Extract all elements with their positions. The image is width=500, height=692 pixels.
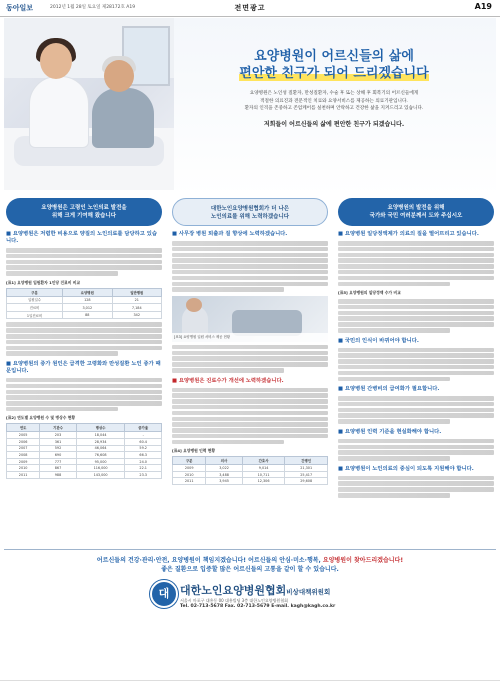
table-cell: 2008 [7, 452, 40, 459]
table-cell: 21 [112, 296, 161, 304]
hero-headline-line1: 요양병원이 어르신들의 삶에 [254, 49, 414, 64]
nurse-patient-photo [4, 18, 174, 190]
table-cell: 128 [63, 296, 112, 304]
body-text [338, 299, 494, 332]
table-cell: 21,301 [285, 465, 328, 472]
body-text [6, 322, 162, 355]
table-cell: 203 [40, 432, 77, 439]
table-cell: 28,934 [76, 439, 125, 446]
section-title: ■ 요양병원은 진료수가 개선에 노력하겠습니다. [172, 378, 328, 385]
table-cell: 690 [40, 452, 77, 459]
hero-text [174, 48, 494, 128]
organization-name-sub: 비상대책위원회 [286, 588, 331, 596]
table-cell: 22.1 [125, 465, 162, 472]
table-cell: 1일진료비 [7, 311, 63, 319]
table-header: 일반병원 [112, 288, 161, 296]
table-cell: 24.0 [125, 458, 162, 465]
hero-headline-highlight: 편안한 친구가 되어 드리겠습니다 [239, 66, 429, 81]
table-header: 간병인 [285, 457, 328, 465]
body-text [338, 476, 494, 498]
table-caption: [표2] 연도별 요양병원 수 및 병상수 현황 [6, 415, 76, 421]
column-header-line: 대한노인요양병원협회가 더 나은 [210, 206, 290, 212]
body-text [338, 396, 494, 424]
column-header [338, 198, 494, 226]
table-row [7, 452, 162, 459]
footer-message-part: 어르신들의 건강·관리·안전, 요양병원이 책임지겠습니다! 어르신들의 안심·미소·행복, [96, 557, 321, 564]
table-cell: 3,012 [63, 304, 112, 312]
table-cell: 59.2 [125, 445, 162, 452]
column-1 [6, 198, 162, 548]
section-title: ■ 요양병원 인력 기준을 현실화해야 합니다. [338, 429, 494, 436]
table-cell: 3,488 [206, 471, 242, 478]
column-header-line: 노인의료를 위해 노력하겠습니다 [210, 214, 290, 220]
table-row [7, 445, 162, 452]
table-cell: 66.3 [125, 452, 162, 459]
table-cell: 7,184 [112, 304, 161, 312]
table-cell: 2006 [7, 439, 40, 446]
article-section [6, 361, 162, 479]
hero-headline-line2 [174, 65, 494, 82]
table-cell: 9,014 [242, 465, 285, 472]
table-header: 요양병원 [63, 288, 112, 296]
staff-table [172, 456, 328, 485]
article-section [172, 378, 328, 485]
table-caption: [표1] 요양병원 입원환자 1인당 진료비 비교 [6, 279, 81, 285]
article-section [338, 338, 494, 381]
table-cell: 342 [112, 311, 161, 319]
page-number: A19 [474, 2, 492, 11]
table-cell: 2009 [7, 458, 40, 465]
section-title: ■ 국민의 인식이 바뀌어야 합니다. [338, 338, 494, 345]
table-cell: 3,022 [206, 465, 242, 472]
page-bottom-margin [0, 680, 500, 692]
column-header-line: 국가와 국민 여러분께서 도와 주십시오 [369, 213, 463, 219]
table-row [7, 458, 162, 465]
table-cell: 입원일수 [7, 296, 63, 304]
column-3 [338, 198, 494, 548]
chart-photo [172, 296, 328, 342]
table-cell: 25,417 [285, 471, 328, 478]
table-cell: 76,608 [76, 452, 125, 459]
table-caption: [표5] 요양병원의 일당정액 수가 비교 [338, 290, 401, 296]
table-cell: 23.3 [125, 472, 162, 479]
column-header-line: 요양병원의 발전을 위해 [387, 205, 445, 211]
article-section [172, 231, 328, 373]
table-row [7, 432, 162, 439]
table-row [173, 465, 328, 472]
article-section [338, 429, 494, 461]
table-header: 의사 [206, 457, 242, 465]
table-cell: 3,945 [206, 478, 242, 485]
table-cell: 29,608 [285, 478, 328, 485]
association-logo-icon: 대 [150, 580, 178, 608]
column-header [172, 198, 328, 226]
table-cell: 592 [40, 445, 77, 452]
paper-name: 동아일보 [6, 4, 34, 12]
table-row [173, 471, 328, 478]
table-header: 병상수 [76, 424, 125, 432]
table-header: 구분 [7, 288, 63, 296]
table-row [7, 439, 162, 446]
cost-table [6, 288, 162, 320]
footer-message-line [0, 556, 500, 565]
organization-contact: Tel. 02-713-5678 Fax. 02-713-5679 E-mail. kagh@kagh.co.kr [180, 604, 336, 609]
table-caption: [표4] 요양병원 인력 현황 [172, 448, 216, 454]
body-text [172, 388, 328, 445]
section-title: 전면광고 [234, 4, 266, 12]
table-cell: 988 [40, 472, 77, 479]
section-title: ■ 사무장 병원 퇴출과 질 향상에 노력하겠습니다. [172, 231, 328, 238]
hero-section [4, 18, 496, 196]
photo-caption: [표3] 요양병원 입원 서비스 제공 현황 [172, 333, 328, 342]
body-text [172, 345, 328, 373]
organization-address: 서울시 마포구 대흥동 00 대흥빌딩 3층 대한노인요양병원협회 [180, 598, 288, 603]
table-header: 간호사 [242, 457, 285, 465]
table-cell: 2011 [7, 472, 40, 479]
hero-body-line: 요양병원은 노인성 질환자, 만성질환자, 수술 후 또는 상해 후 회복기의 어르신들에게 [249, 91, 419, 96]
table-header: 증가율 [125, 424, 162, 432]
table-cell: 2011 [173, 478, 206, 485]
section-title: ■ 요양병원 간병비의 급여화가 필요합니다. [338, 386, 494, 393]
table-cell: 46,064 [76, 445, 125, 452]
table-header: 구분 [173, 457, 206, 465]
column-header [6, 198, 162, 226]
body-text [172, 241, 328, 292]
table-cell: 2007 [7, 445, 40, 452]
table-cell: 116,000 [76, 465, 125, 472]
table-cell: - [125, 432, 162, 439]
table-cell: 2005 [7, 432, 40, 439]
footer-message [0, 556, 500, 574]
table-row [7, 472, 162, 479]
article-section [338, 386, 494, 424]
table-cell: 10,711 [242, 471, 285, 478]
table-row [7, 304, 162, 312]
hero-subline: 저희들이 어르신들의 삶에 편안한 친구가 되겠습니다. [263, 120, 405, 128]
table-header: 기관수 [40, 424, 77, 432]
column-2 [172, 198, 328, 548]
table-cell: 2010 [173, 471, 206, 478]
body-text [6, 378, 162, 411]
table-cell: 2010 [7, 465, 40, 472]
table-cell: 777 [40, 458, 77, 465]
body-text [6, 248, 162, 276]
table-cell: 143,000 [76, 472, 125, 479]
article-section [338, 466, 494, 498]
issue-date: 2012년 1월 28일 토요일 제28172호 A19 [50, 5, 136, 10]
table-cell: 18,044 [76, 432, 125, 439]
table-cell: 진료비 [7, 304, 63, 312]
table-row [7, 465, 162, 472]
table-cell: 361 [40, 439, 77, 446]
section-title: ■ 요양병원은 저렴한 비용으로 양질의 노인의료를 담당하고 있습니다. [6, 231, 162, 245]
body-text [338, 241, 494, 286]
table-row [7, 311, 162, 319]
hero-body-line: 적절한 의료진과 전문적인 치료와 요양서비스를 제공하는 의료기관입니다. [260, 98, 408, 104]
section-title: ■ 요양병원이 노인의료의 중심이 되도록 지원해야 합니다. [338, 466, 494, 473]
column-header-line: 요양병원은 고령인 노인의료 발전을 [41, 205, 127, 211]
table-cell: 88 [63, 311, 112, 319]
hero-body-line: 환자의 인격을 존중하고 존엄케어를 실천하며 안락하고 건강한 삶을 지켜드리고 있습니다. [244, 106, 424, 112]
footer-message-line: 좋은 질환으로 입증할 많은 어르신들의 고통을 같이 할 수 있습니다. [161, 566, 339, 573]
table-cell: 12,306 [242, 478, 285, 485]
table-row [7, 296, 162, 304]
table-cell: 60.4 [125, 439, 162, 446]
table-row [173, 478, 328, 485]
masthead [0, 0, 500, 17]
table-cell: 2009 [173, 465, 206, 472]
column-header-line: 위해 크게 기여해 왔습니다 [51, 213, 117, 219]
hero-body [174, 90, 494, 113]
table-header: 연도 [7, 424, 40, 432]
footer-divider [4, 549, 496, 550]
growth-table [6, 423, 162, 478]
footer-message-emphasis: 요양병원이 찾아드리겠습니다! [322, 557, 404, 564]
organization-name [180, 582, 330, 598]
body-text [338, 348, 494, 381]
section-title: ■ 요양병원 일당정액제가 의료의 질을 떨어뜨리고 있습니다. [338, 231, 494, 238]
body-text [338, 439, 494, 461]
table-cell: 867 [40, 465, 77, 472]
article-section [6, 231, 162, 356]
section-title: ■ 요양병원의 증가 원인은 급격한 고령화와 만성질환 노인 증가 때문입니다. [6, 361, 162, 375]
organization-name-main: 대한노인요양병원협회 [180, 584, 287, 597]
table-cell: 95,000 [76, 458, 125, 465]
article-section [338, 231, 494, 333]
